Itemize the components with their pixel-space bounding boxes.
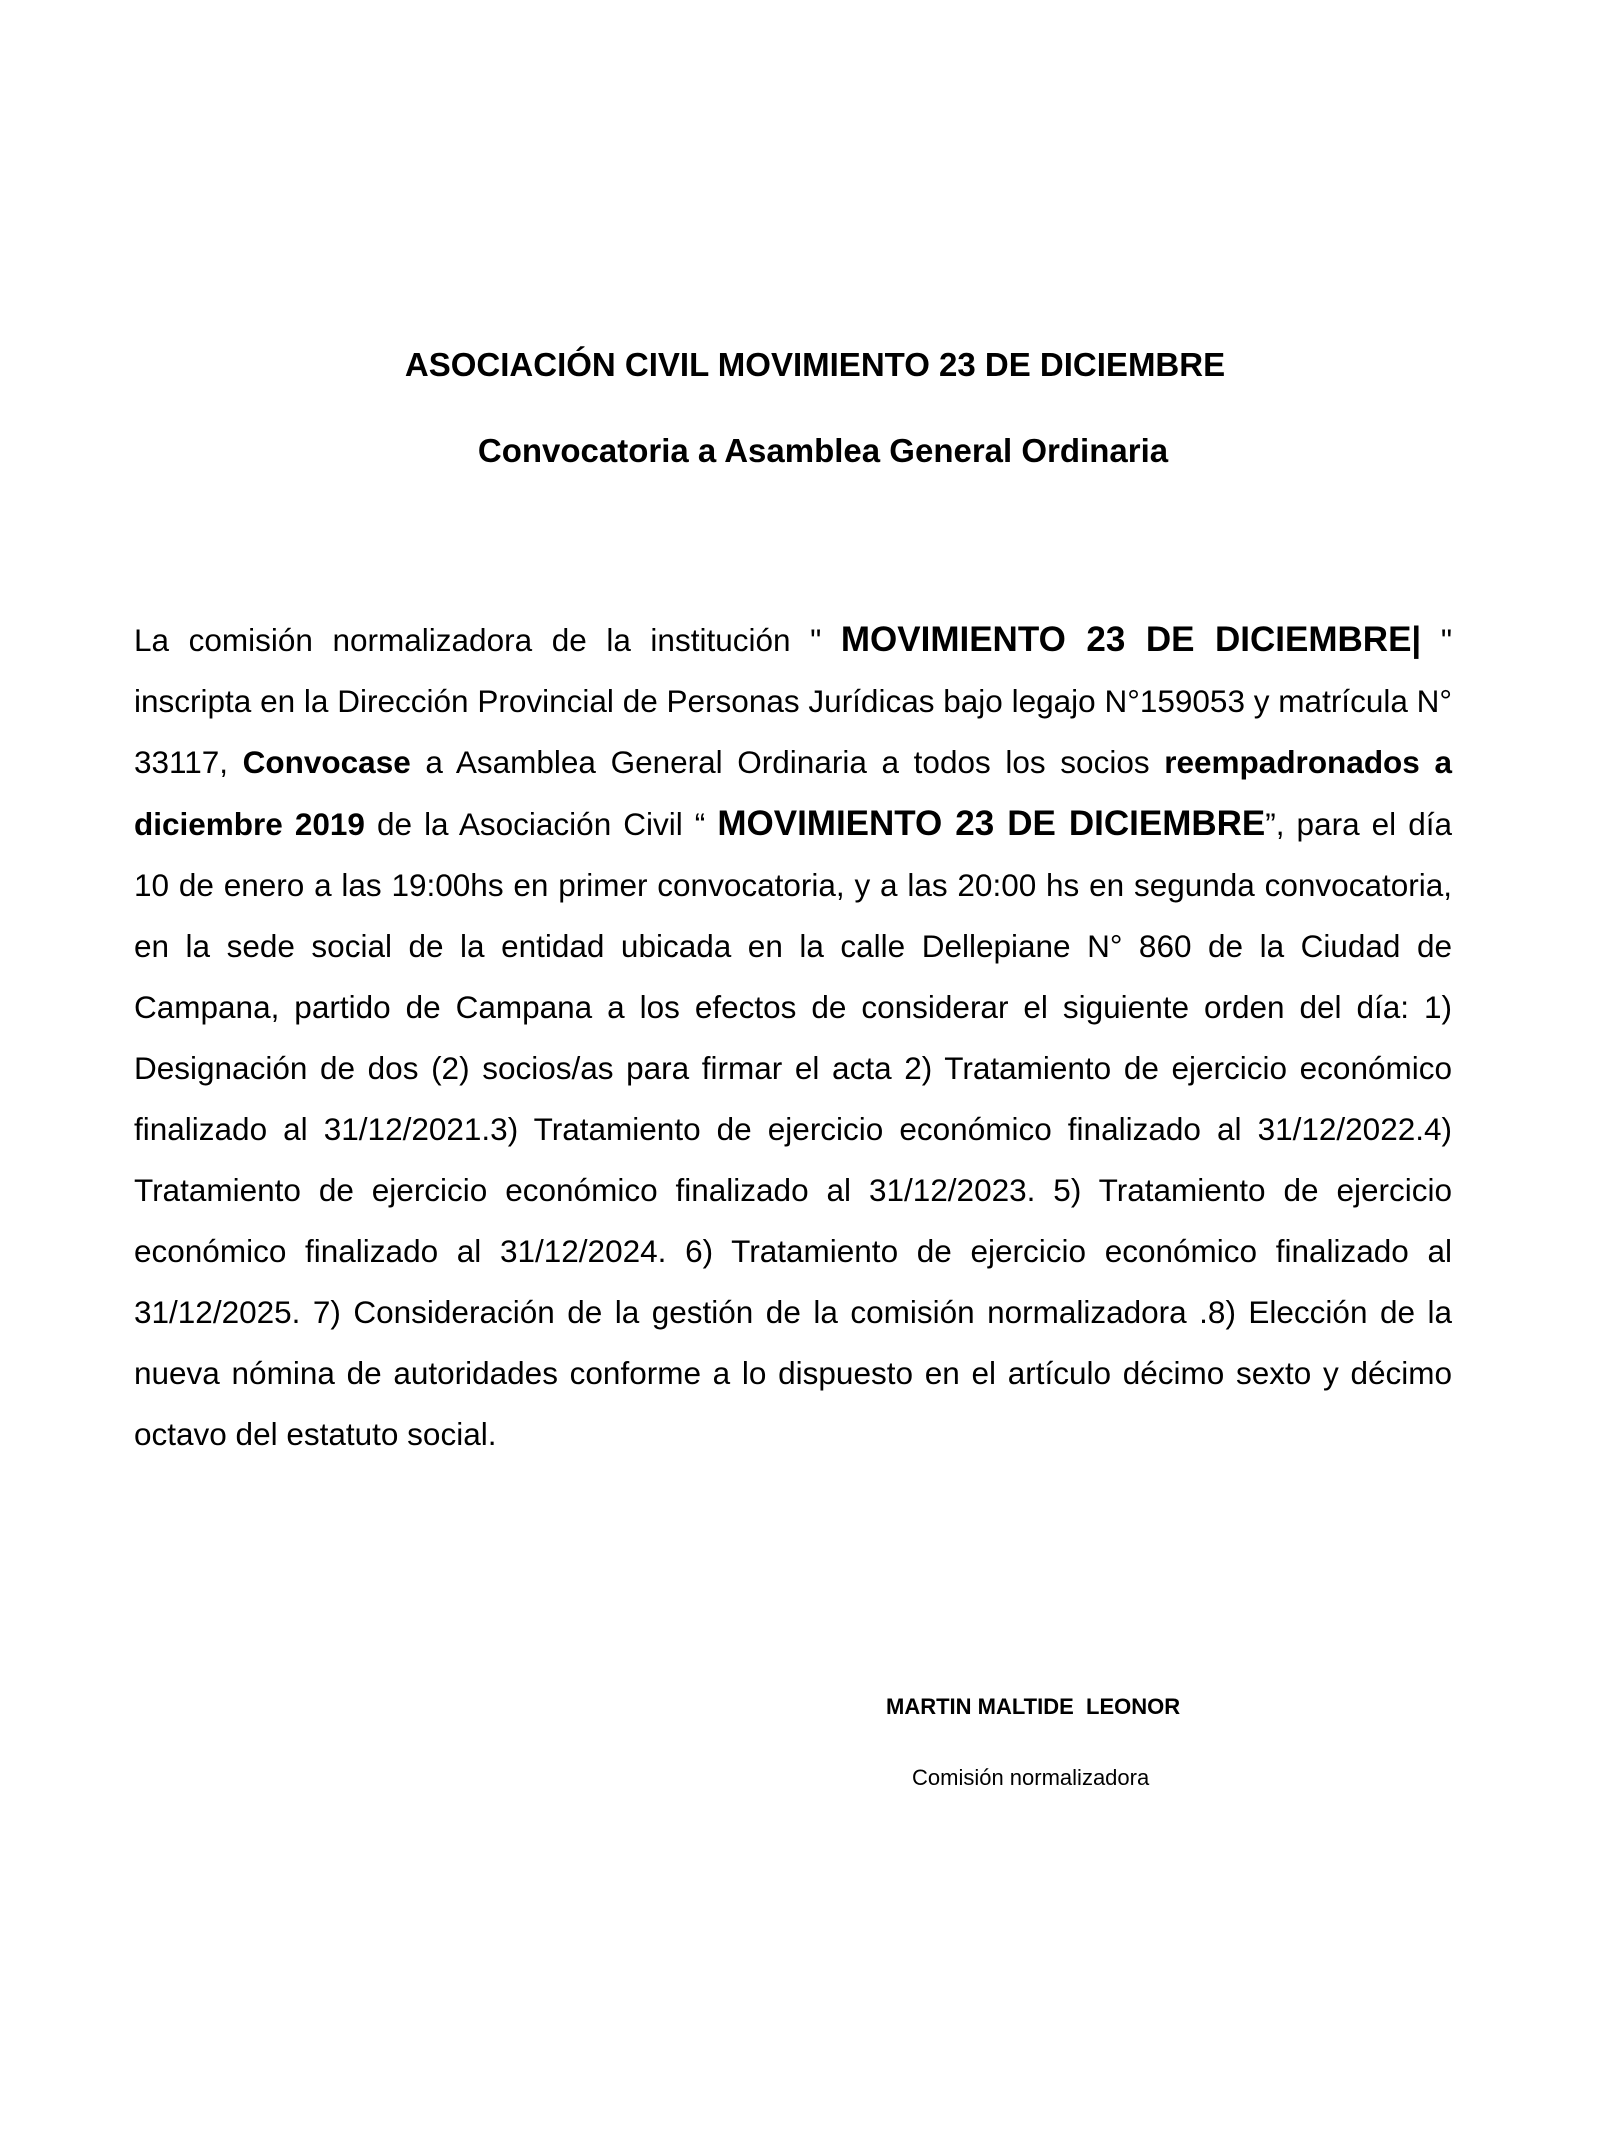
reempadronados-bold: reempadronados a diciembre 2019 xyxy=(134,744,1452,842)
body-text-segment: La comisión normalizadora de la institución " xyxy=(134,622,841,658)
document-title: ASOCIACIÓN CIVIL MOVIMIENTO 23 DE DICIEMBRE xyxy=(404,346,1226,383)
convocase-bold: Convocase xyxy=(242,744,411,780)
signatory-name: MARTIN MALTIDE LEONOR xyxy=(886,1694,1181,1719)
institution-name-bold: MOVIMIENTO 23 DE DICIEMBRE| xyxy=(840,620,1422,659)
convocation-paragraph xyxy=(134,609,1452,1465)
body-text-segment: ”, para el día 10 de enero a las 19:00hs en primer convocatoria, y a las 20:00 hs en segunda convocatoria, en la sede social de la entidad ubicada en la calle Dellepiane N° 860 de la Ciudad de Campana, partido de Campana a los efectos de considerar el siguiente orden del día: 1) Designación de dos (2) socios/as para firmar el acta 2) Tratamiento de ejercicio económico finalizado al 31/12/2021.3) Tratamiento de ejercicio económico finalizado al 31/12/2022.4) Tratamiento de ejercicio económico finalizado al 31/12/2023. 5) Tratamiento de ejercicio económico finalizado al 31/12/2024. 6) Tratamiento de ejercicio económico finalizado al 31/12/2025. 7) Consideración de la gestión de la comisión normalizadora .8) Elección de la nueva nómina de autoridades conforme a lo dispuesto en el artículo décimo sexto y décimo octavo del estatuto social. xyxy=(134,806,1452,1452)
body-text-segment: de la Asociación Civil “ xyxy=(364,806,718,842)
signatory-role: Comisión normalizadora xyxy=(912,1765,1150,1790)
document-subtitle: Convocatoria a Asamblea General Ordinaria xyxy=(477,432,1169,469)
body-text-segment: " inscripta en la Dirección Provincial de Personas Jurídicas bajo legajo N°159053 y matrícula N° 33117, xyxy=(134,622,1453,780)
body-text-segment: a Asamblea General Ordinaria a todos los socios xyxy=(410,744,1165,780)
association-name-bold: MOVIMIENTO 23 DE DICIEMBRE xyxy=(717,804,1266,843)
signature-block xyxy=(886,1693,1306,1792)
